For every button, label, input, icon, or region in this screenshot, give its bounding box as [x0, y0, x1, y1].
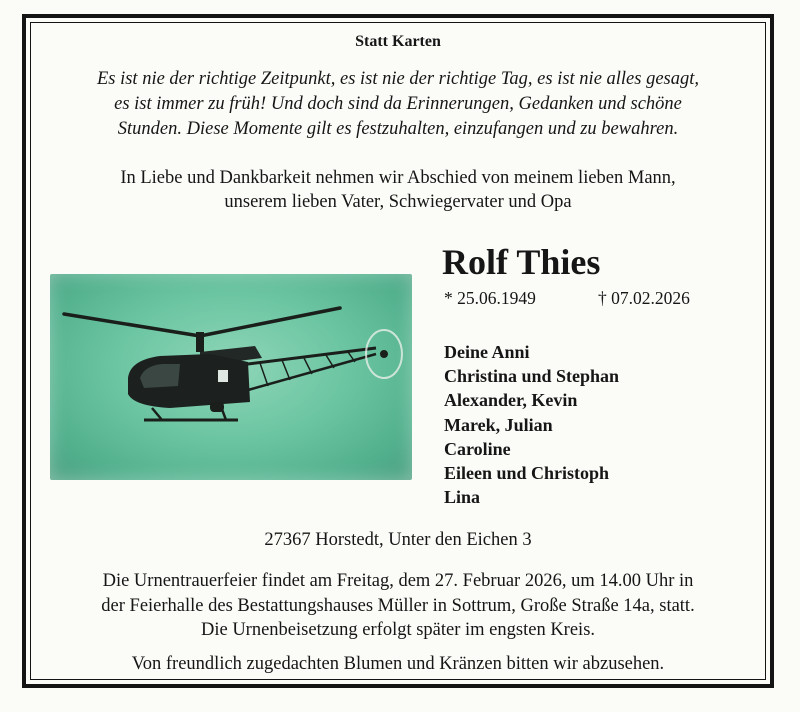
intro-line: In Liebe und Dankbarkeit nehmen wir Abschied von meinem lieben Mann, — [120, 168, 676, 188]
family-member: Alexander, Kevin — [444, 390, 578, 411]
intro-line: unserem lieben Vater, Schwiegervater und Opa — [224, 192, 572, 212]
death-date: † 07.02.2026 — [598, 288, 690, 308]
poem-text — [30, 67, 766, 142]
ceremony-line: Die Urnenbeisetzung erfolgt später im engsten Kreis. — [200, 620, 596, 640]
ceremony-line: Die Urnentrauerfeier findet am Freitag, dem 27. Februar 2026, um 14.00 Uhr in — [102, 571, 694, 591]
intro-text — [30, 166, 766, 214]
address: 27367 Horstedt, Unter den Eichen 3 — [264, 530, 532, 550]
family-member: Caroline — [444, 438, 511, 459]
ceremony-line: der Feierhalle des Bestattungshauses Müller in Sottrum, Große Straße 14a, statt. — [101, 595, 695, 616]
helicopter-icon — [50, 274, 412, 480]
ceremony-info — [30, 569, 766, 643]
poem-line: Stunden. Diese Momente gilt es festzuhalten, einzufangen und zu bewahren. — [117, 119, 679, 139]
birth-date: * 25.06.1949 — [444, 288, 536, 308]
family-member: Eileen und Christoph — [444, 463, 610, 484]
family-member: Deine Anni — [444, 342, 530, 362]
poem-line: es ist immer zu früh! Und doch sind da Erinnerungen, Gedanken und schöne — [114, 94, 682, 114]
deceased-name: Rolf Thies — [442, 242, 601, 282]
family-list — [444, 340, 619, 509]
notice-heading: Statt Karten — [355, 33, 441, 50]
helicopter-photo — [50, 274, 412, 480]
family-member: Christina und Stephan — [444, 366, 620, 387]
closing-note: Von freundlich zugedachten Blumen und Kränzen bitten wir abzusehen. — [131, 654, 665, 674]
family-member: Lina — [444, 487, 481, 508]
poem-line: Es ist nie der richtige Zeitpunkt, es ist nie der richtige Tag, es ist nie alles gesagt, — [96, 69, 700, 89]
family-member: Marek, Julian — [444, 414, 553, 435]
